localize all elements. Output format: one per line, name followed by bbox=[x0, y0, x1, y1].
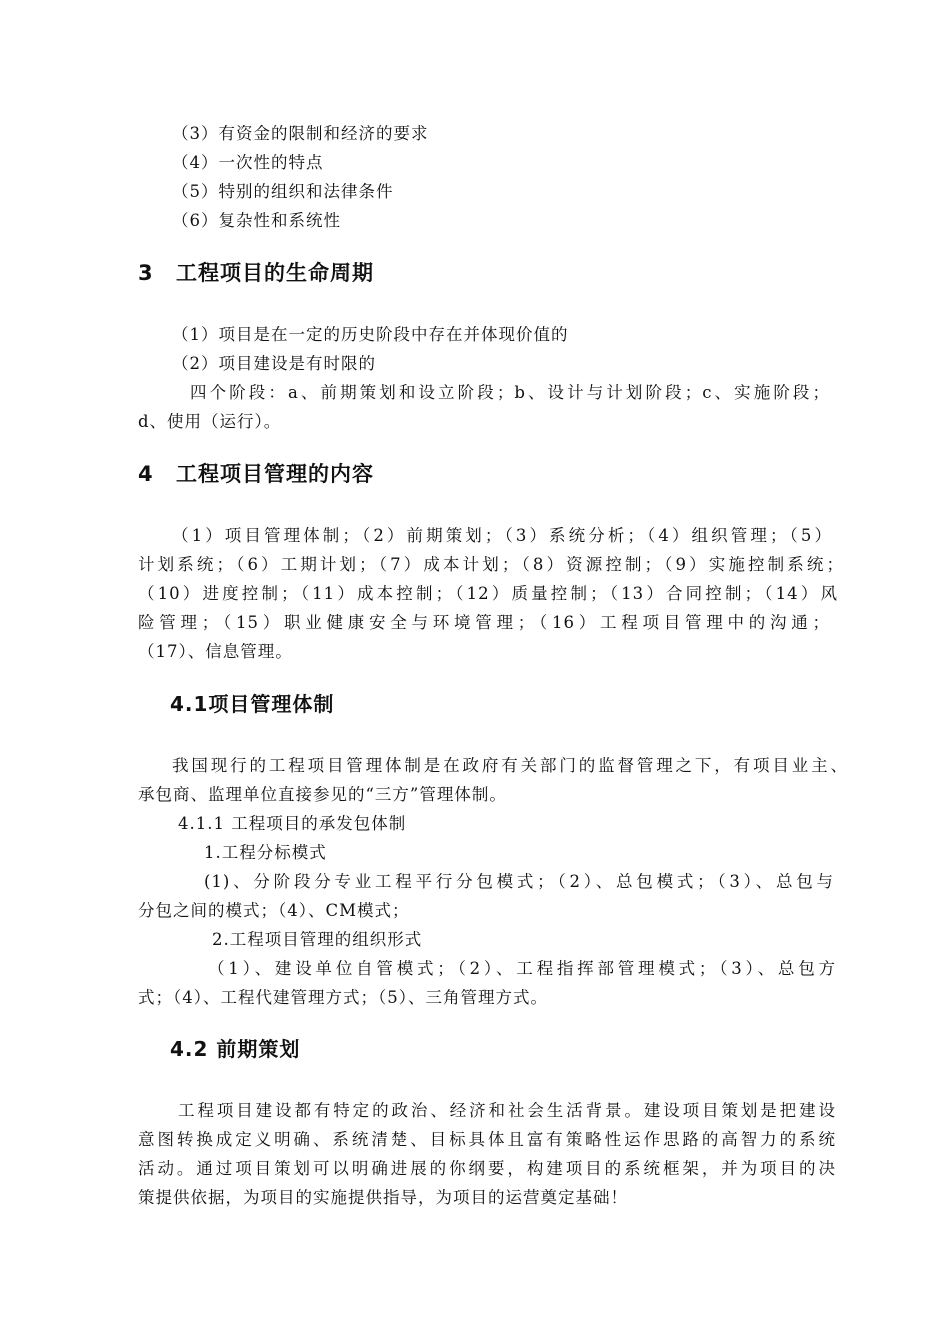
paragraph-line: 我国现行的工程项目管理体制是在政府有关部门的监督管理之下，有项目业主、 bbox=[172, 756, 848, 775]
paragraph-line: 险管理；（15）职业健康安全与环境管理；（16）工程项目管理中的沟通； bbox=[138, 613, 830, 632]
mode-heading: 1.工程分标模式 bbox=[204, 843, 327, 862]
section-heading-3 bbox=[138, 260, 374, 286]
list-item: （4）一次性的特点 bbox=[172, 153, 324, 172]
paragraph-line: 计划系统；（6）工期计划；（7）成本计划；（8）资源控制；（9）实施控制系统； bbox=[138, 555, 844, 574]
section-number: 3 bbox=[138, 261, 154, 285]
paragraph-line: 工程项目建设都有特定的政治、经济和社会生活背景。建设项目策划是把建设 bbox=[178, 1101, 836, 1120]
paragraph-line: （10）进度控制；（11）成本控制；（12）质量控制；（13）合同控制；（14）风 bbox=[138, 584, 838, 603]
paragraph-line: 四个阶段：a、前期策划和设立阶段；b、设计与计划阶段；c、实施阶段； bbox=[190, 383, 830, 402]
paragraph-line: 式；（4）、工程代建管理方式；（5）、三角管理方式。 bbox=[138, 988, 548, 1007]
list-item: （2）项目建设是有时限的 bbox=[172, 354, 376, 373]
paragraph-line: d、使用（运行）。 bbox=[138, 412, 282, 431]
list-item: （3）有资金的限制和经济的要求 bbox=[172, 124, 429, 143]
sub-subsection-heading: 4.1.1 工程项目的承发包体制 bbox=[178, 814, 407, 833]
list-item: （1）项目是在一定的历史阶段中存在并体现价值的 bbox=[172, 325, 569, 344]
list-item: （5）特别的组织和法律条件 bbox=[172, 182, 394, 201]
subsection-heading-4-2: 4.2 前期策划 bbox=[170, 1037, 301, 1061]
subsection-heading-4-1: 4.1项目管理体制 bbox=[170, 692, 335, 716]
paragraph-line: (1)、分阶段分专业工程平行分包模式；（2）、总包模式；（3）、总包与 bbox=[204, 872, 834, 891]
section-title: 工程项目的生命周期 bbox=[176, 261, 374, 285]
section-heading-4 bbox=[138, 461, 374, 487]
mode-heading: 2.工程项目管理的组织形式 bbox=[212, 930, 423, 949]
paragraph-line: 承包商、监理单位直接参见的“三方”管理体制。 bbox=[138, 785, 507, 804]
paragraph-line: 活动。通过项目策划可以明确进展的你纲要，构建项目的系统框架，并为项目的决 bbox=[138, 1159, 836, 1178]
paragraph-line: （1）、建设单位自管模式；（2）、工程指挥部管理模式；（3）、总包方 bbox=[208, 959, 836, 978]
paragraph-line: （17）、信息管理。 bbox=[138, 642, 293, 661]
section-number: 4 bbox=[138, 462, 154, 486]
paragraph-line: 策提供依据，为项目的实施提供指导，为项目的运营奠定基础！ bbox=[138, 1188, 628, 1207]
list-item: （6）复杂性和系统性 bbox=[172, 211, 341, 230]
section-title: 工程项目管理的内容 bbox=[176, 462, 374, 486]
paragraph-line: （1）项目管理体制；（2）前期策划；（3）系统分析；（4）组织管理；（5） bbox=[172, 526, 832, 545]
paragraph-line: 意图转换成定义明确、系统清楚、目标具体且富有策略性运作思路的高智力的系统 bbox=[138, 1130, 836, 1149]
paragraph-line: 分包之间的模式；（4）、CM模式； bbox=[138, 901, 410, 920]
